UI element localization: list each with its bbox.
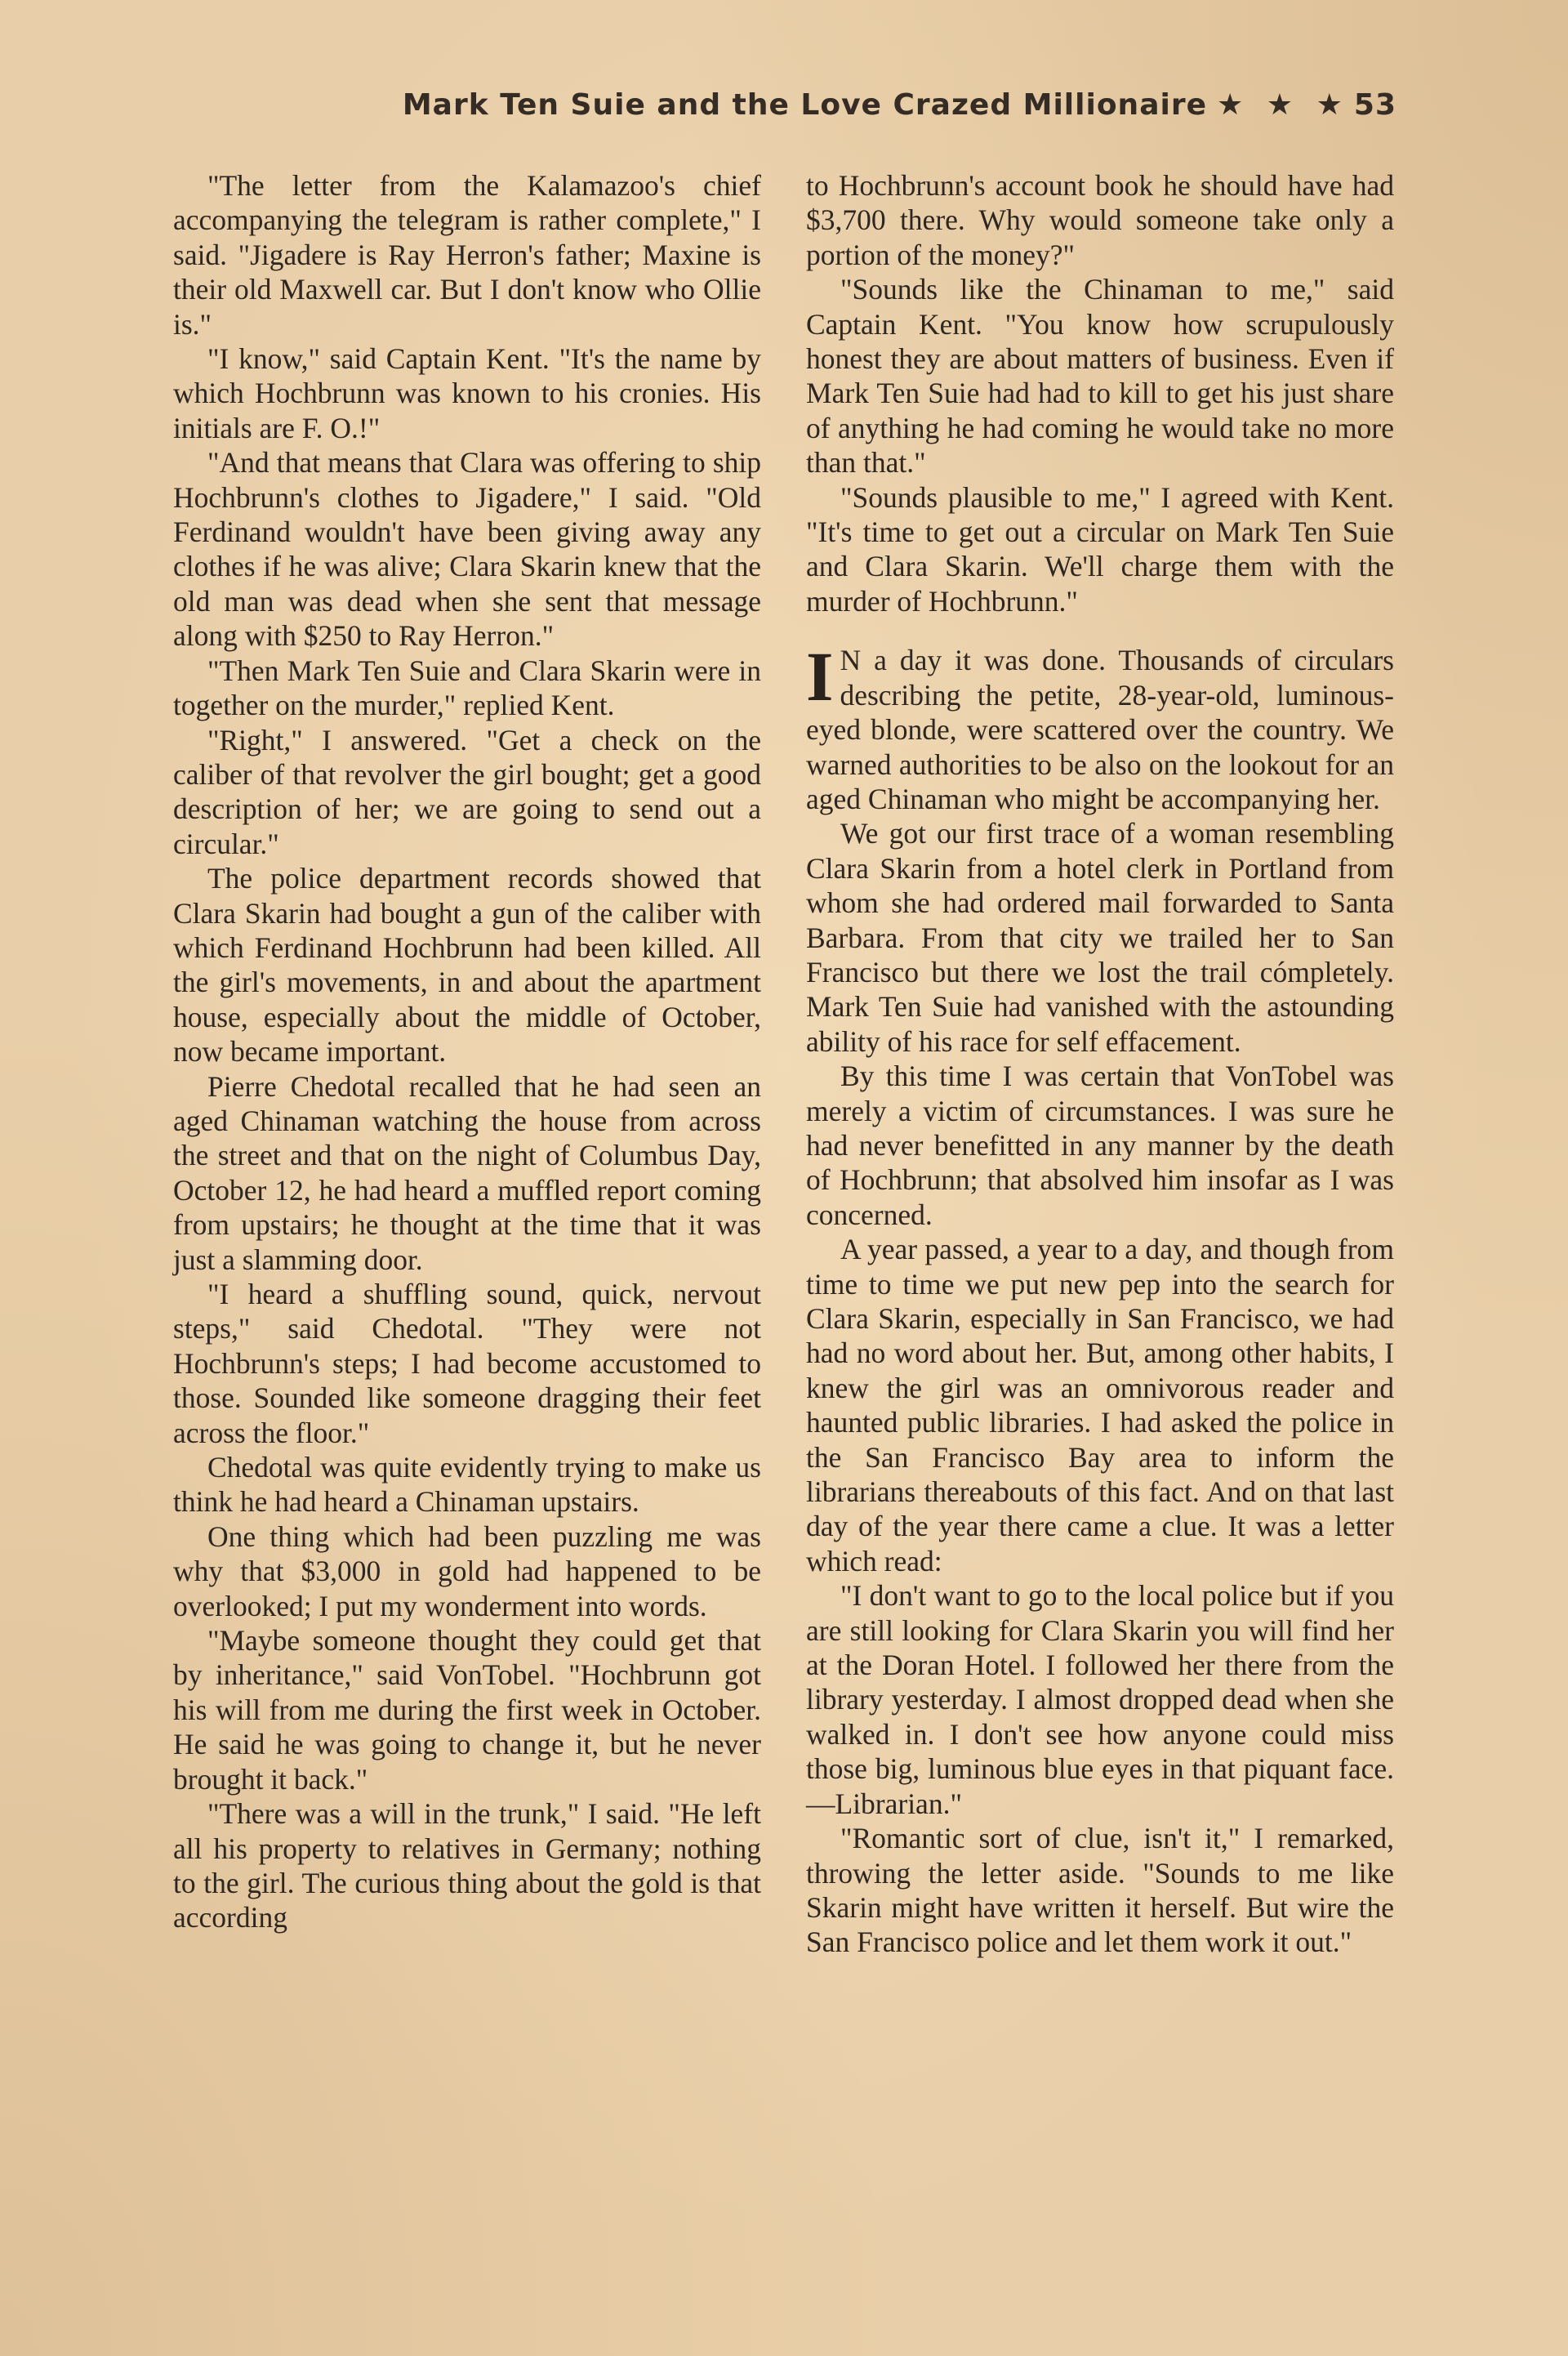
paragraph: "The letter from the Kalamazoo's chief accompanying the telegram is rather complete," I said. "Jigadere is Ray Herron's father; Maxine is their old Maxwell car. But I don't know who Ollie is.": [173, 169, 761, 341]
paragraph: One thing which had been puzzling me was why that $3,000 in gold had happened to be overlooked; I put my wonderment into words.: [173, 1519, 761, 1622]
paragraph: "Right," I answered. "Get a check on the caliber of that revolver the girl bought; get a good description of her; we are going to send out a circular.": [173, 723, 761, 860]
paragraph: "There was a will in the trunk," I said. "He left all his property to relatives in Germany; nothing to the girl. The curious thing about the gold is that according: [173, 1797, 761, 1934]
paragraph: "Sounds plausible to me," I agreed with Kent. "It's time to get out a circular on Mark Ten Suie and Clara Skarin. We'll charge them with the murder of Hochbrunn.": [806, 480, 1394, 618]
page-number: 53: [1353, 88, 1396, 122]
dropcap-paragraph: [806, 637, 1394, 816]
story-title: Mark Ten Suie and the Love Crazed Millionaire: [402, 88, 1207, 122]
stars-ornament: ★ ★ ★: [1217, 88, 1349, 122]
paragraph: "Then Mark Ten Suie and Clara Skarin were in together on the murder," replied Kent.: [173, 654, 761, 722]
paragraph: "Sounds like the Chinaman to me," said Captain Kent. "You know how scrupulously honest they are about matters of business. Even if Mark Ten Suie had had to kill to get his just share of anything he had coming he would take no more than that.": [806, 273, 1394, 480]
paragraph: "I don't want to go to the local police but if you are still looking for Clara Skarin you will find her at the Doran Hotel. I followed her there from the library yesterday. I almost dropped dead when she walked in. I don't see how anyone could miss those big, luminous blue eyes in that piquant face.—Librarian.": [806, 1579, 1394, 1820]
paragraph: A year passed, a year to a day, and though from time to time we put new pep into the search for Clara Skarin, especially in San Francisco, we had had no word about her. But, among other habits, I knew the girl was an omnivorous reader and haunted public libraries. I had asked the police in the San Francisco Bay area to inform the librarians thereabouts of this fact. And on that last day of the year there came a clue. It was a letter which read:: [806, 1233, 1394, 1577]
section-break: [806, 618, 1394, 643]
paragraph: Chedotal was quite evidently trying to make us think he had heard a Chinaman upstairs.: [173, 1451, 761, 1519]
paragraph: "I know," said Captain Kent. "It's the name by which Hochbrunn was known to his cronies. His initials are F. O.!": [173, 342, 761, 444]
paragraph: The police department records showed that Clara Skarin had bought a gun of the caliber with which Ferdinand Hochbrunn had been killed. All the girl's movements, in and about the apartment house, especially about the middle of October, now became important.: [173, 862, 761, 1069]
paragraph: "And that means that Clara was offering to ship Hochbrunn's clothes to Jigadere," I said. "Old Ferdinand wouldn't have been giving away any clothes if he was alive; Clara Skarin knew that the old man was dead when she sent that message along with $250 to Ray Herron.": [173, 446, 761, 653]
drop-cap: I: [806, 637, 834, 716]
running-head: [403, 88, 1396, 122]
paragraph: "Maybe someone thought they could get that by inheritance," said VonTobel. "Hochbrunn got his will from me during the first week in October. He said he was going to change it, but he never brought it back.": [173, 1624, 761, 1796]
paragraph: We got our first trace of a woman resembling Clara Skarin from a hotel clerk in Portland from whom she had ordered mail forwarded to Santa Barbara. From that city we trailed her to San Francisco but there we lost the trail cómpletely. Mark Ten Suie had vanished with the astounding ability of his race for self effacement.: [806, 817, 1394, 1058]
paragraph: By this time I was certain that VonTobel was merely a victim of circumstances. I was sure he had never benefitted in any manner by the death of Hochbrunn; that absolved him insofar as I was concerned.: [806, 1060, 1394, 1231]
left-column: [173, 168, 761, 1935]
right-column: [806, 168, 1394, 1960]
paragraph: Pierre Chedotal recalled that he had seen an aged Chinaman watching the house from across the street and that on the night of Columbus Day, October 12, he had heard a muffled report coming from upstairs; he thought at the time that it was just a slamming door.: [173, 1069, 761, 1276]
paragraph: "Romantic sort of clue, isn't it," I remarked, throwing the letter aside. "Sounds to me like Skarin might have written it herself. But wire the San Francisco police and let them work it out.": [806, 1822, 1394, 1959]
dropcap-paragraph-text: N a day it was done. Thousands of circulars describing the petite, 28-year-old, luminous-eyed blonde, were scattered over the country. We warned authorities to be also on the lookout for an aged Chinaman who might be accompanying her.: [806, 644, 1394, 815]
paragraph: "I heard a shuffling sound, quick, nervout steps," said Chedotal. "They were not Hochbrunn's steps; I had become accustomed to those. Sounded like someone dragging their feet across the floor.": [173, 1278, 761, 1449]
continued-paragraph: to Hochbrunn's account book he should have had $3,700 there. Why would someone take only a portion of the money?": [806, 169, 1394, 271]
